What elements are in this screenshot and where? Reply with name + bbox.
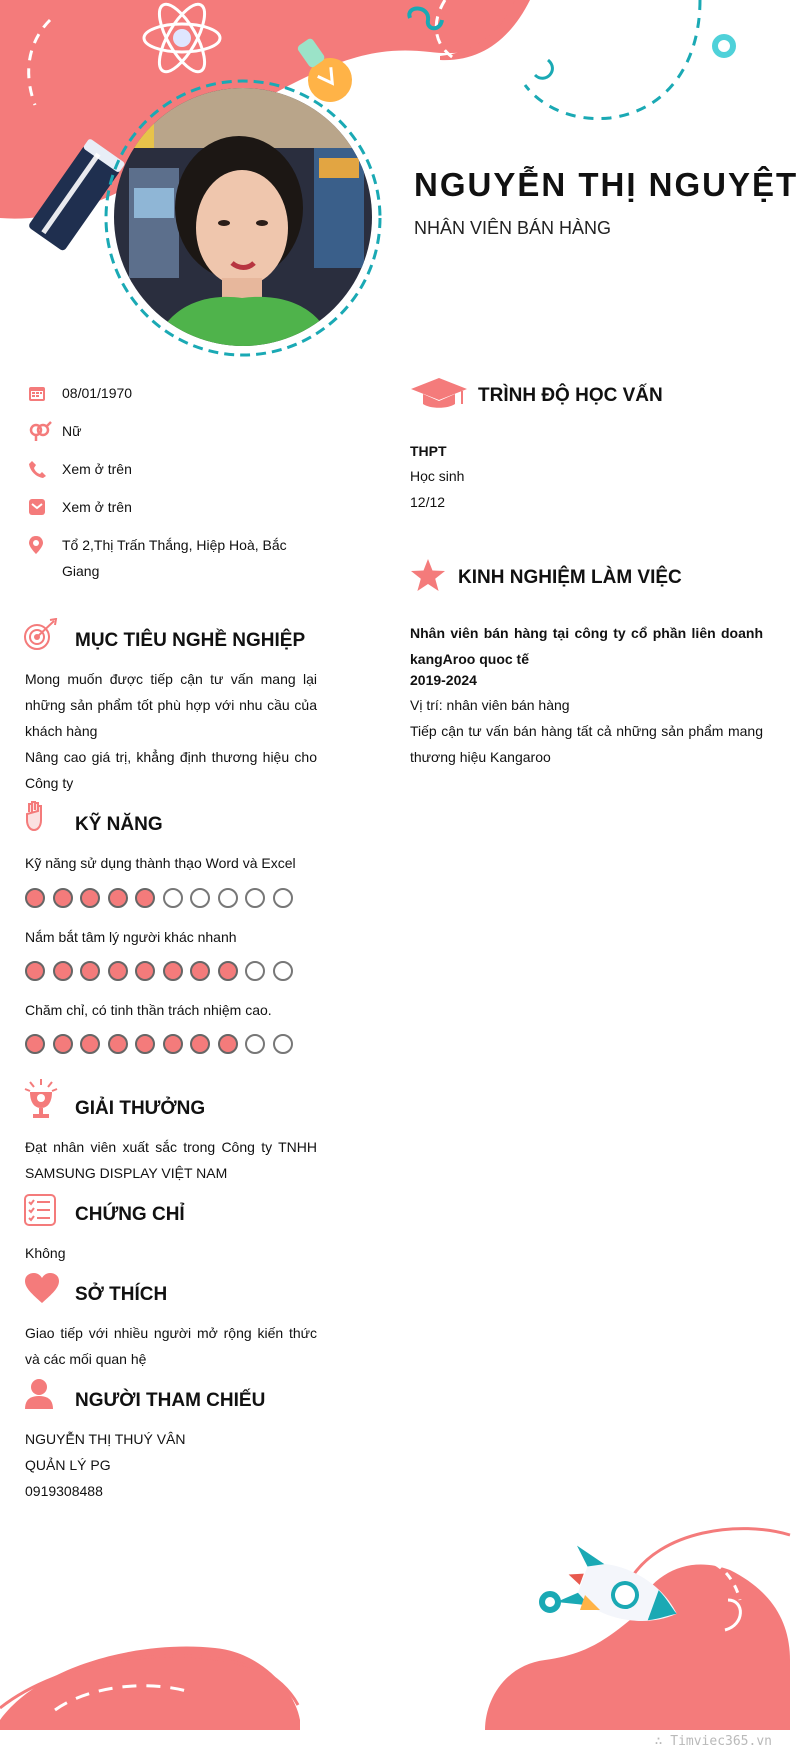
reference-role: QUẢN LÝ PG bbox=[25, 1457, 111, 1473]
contact-phone bbox=[22, 456, 322, 482]
rating-dot-empty bbox=[273, 961, 293, 981]
reference-name: NGUYỄN THỊ THUÝ VÂN bbox=[25, 1431, 186, 1447]
skill-label-2: Nắm bắt tâm lý người khác nhanh bbox=[25, 929, 237, 945]
email-text[interactable]: Xem ở trên bbox=[62, 499, 132, 515]
contact-dob bbox=[22, 380, 322, 406]
awards-text: Đạt nhân viên xuất sắc trong Công ty TNHH SAMSUNG DISPLAY VIỆT NAM bbox=[25, 1139, 317, 1181]
rating-dot-empty bbox=[273, 1034, 293, 1054]
experience-title: KINH NGHIỆM LÀM VIỆC bbox=[458, 567, 682, 588]
rating-dot-filled bbox=[80, 1034, 100, 1054]
heart-icon bbox=[24, 1272, 60, 1304]
objective-text-2: Nâng cao giá trị, khẳng định thương hiệu cho Công ty bbox=[25, 749, 317, 791]
skill-label-1: Kỹ năng sử dụng thành thạo Word và Excel bbox=[25, 855, 296, 871]
phone-icon bbox=[22, 456, 62, 482]
rating-dot-filled bbox=[218, 1034, 238, 1054]
address-text: Tổ 2,Thị Trấn Thắng, Hiệp Hoà, Bắc Giang bbox=[62, 537, 287, 579]
contact-gender bbox=[22, 418, 322, 444]
contact-email bbox=[22, 494, 322, 520]
experience-position: Vị trí: nhân viên bán hàng bbox=[410, 697, 570, 713]
phone-text[interactable]: Xem ở trên bbox=[62, 461, 132, 477]
rating-dot-filled bbox=[25, 961, 45, 981]
rating-dot-filled bbox=[218, 961, 238, 981]
gender-text: Nữ bbox=[62, 423, 82, 439]
experience-company: Nhân viên bán hàng tại công ty cổ phần liên doanh kangAroo quoc tế bbox=[410, 625, 763, 667]
footer-left-blob bbox=[0, 1647, 300, 1730]
rating-dot-filled bbox=[53, 961, 73, 981]
rating-dot-empty bbox=[245, 961, 265, 981]
hobbies-text: Giao tiếp với nhiều người mở rộng kiến thức và các mối quan hệ bbox=[25, 1325, 317, 1367]
rating-dot-empty bbox=[245, 1034, 265, 1054]
calendar-icon bbox=[22, 380, 62, 406]
education-school: THPT bbox=[410, 443, 447, 459]
rating-dot-filled bbox=[135, 888, 155, 908]
rating-dot-filled bbox=[53, 1034, 73, 1054]
footer-decoration bbox=[0, 1500, 800, 1756]
rating-dot-filled bbox=[190, 961, 210, 981]
trophy-icon bbox=[24, 1078, 58, 1120]
rating-dot-filled bbox=[108, 1034, 128, 1054]
rating-dot-filled bbox=[135, 961, 155, 981]
email-icon bbox=[22, 494, 62, 520]
certificates-text: Không bbox=[25, 1245, 66, 1261]
skill-rating-1 bbox=[25, 888, 293, 908]
certificates-title: CHỨNG CHỈ bbox=[75, 1204, 185, 1225]
rating-dot-filled bbox=[163, 1034, 183, 1054]
teal-ring bbox=[715, 37, 733, 55]
awards-title: GIẢI THƯỞNG bbox=[75, 1098, 206, 1119]
experience-description: Tiếp cận tư vấn bán hàng tất cả những sản phẩm mang thương hiệu Kangaroo bbox=[410, 723, 763, 765]
location-icon bbox=[22, 532, 62, 558]
rating-dot-filled bbox=[190, 1034, 210, 1054]
profile-photo bbox=[114, 88, 372, 346]
rating-dot-filled bbox=[25, 1034, 45, 1054]
hand-icon bbox=[24, 800, 50, 834]
rating-dot-empty bbox=[190, 888, 210, 908]
skill-rating-2 bbox=[25, 961, 293, 981]
rating-dot-filled bbox=[25, 888, 45, 908]
hobbies-title: SỞ THÍCH bbox=[75, 1284, 168, 1305]
person-icon bbox=[24, 1378, 54, 1410]
objective-title: MỤC TIÊU NGHỀ NGHIỆP bbox=[75, 630, 306, 651]
checklist-icon bbox=[24, 1194, 56, 1226]
objective-text-1: Mong muốn được tiếp cận tư vấn mang lại những sản phẩm tốt phù hợp với nhu cầu của khách hàng bbox=[25, 671, 317, 739]
rating-dot-filled bbox=[80, 888, 100, 908]
references-title: NGƯỜI THAM CHIẾU bbox=[75, 1390, 266, 1411]
rating-dot-filled bbox=[163, 961, 183, 981]
rating-dot-filled bbox=[80, 961, 100, 981]
contact-address bbox=[22, 532, 322, 584]
dob-text: 08/01/1970 bbox=[62, 385, 133, 401]
education-title: TRÌNH ĐỘ HỌC VẤN bbox=[478, 385, 663, 406]
rating-dot-filled bbox=[135, 1034, 155, 1054]
skill-label-3: Chăm chỉ, có tinh thần trách nhiệm cao. bbox=[25, 1002, 272, 1018]
rating-dot-filled bbox=[108, 961, 128, 981]
rating-dot-empty bbox=[245, 888, 265, 908]
skill-rating-3 bbox=[25, 1034, 293, 1054]
education-major: Học sinh bbox=[410, 468, 465, 484]
rating-dot-filled bbox=[53, 888, 73, 908]
skills-title: KỸ NĂNG bbox=[75, 814, 163, 835]
rating-dot-empty bbox=[273, 888, 293, 908]
candidate-name: NGUYỄN THỊ NGUYỆT bbox=[414, 166, 799, 203]
experience-period: 2019-2024 bbox=[410, 672, 477, 688]
watermark: ∴ Timviec365.vn bbox=[654, 1734, 772, 1749]
rating-dot-empty bbox=[163, 888, 183, 908]
graduation-cap-icon bbox=[410, 376, 468, 410]
target-icon bbox=[22, 618, 58, 652]
candidate-position: NHÂN VIÊN BÁN HÀNG bbox=[414, 218, 612, 238]
education-grade: 12/12 bbox=[410, 494, 446, 510]
rating-dot-filled bbox=[108, 888, 128, 908]
rating-dot-empty bbox=[218, 888, 238, 908]
reference-phone[interactable]: 0919308488 bbox=[25, 1483, 103, 1499]
gender-icon bbox=[22, 418, 62, 444]
star-icon bbox=[410, 558, 446, 592]
